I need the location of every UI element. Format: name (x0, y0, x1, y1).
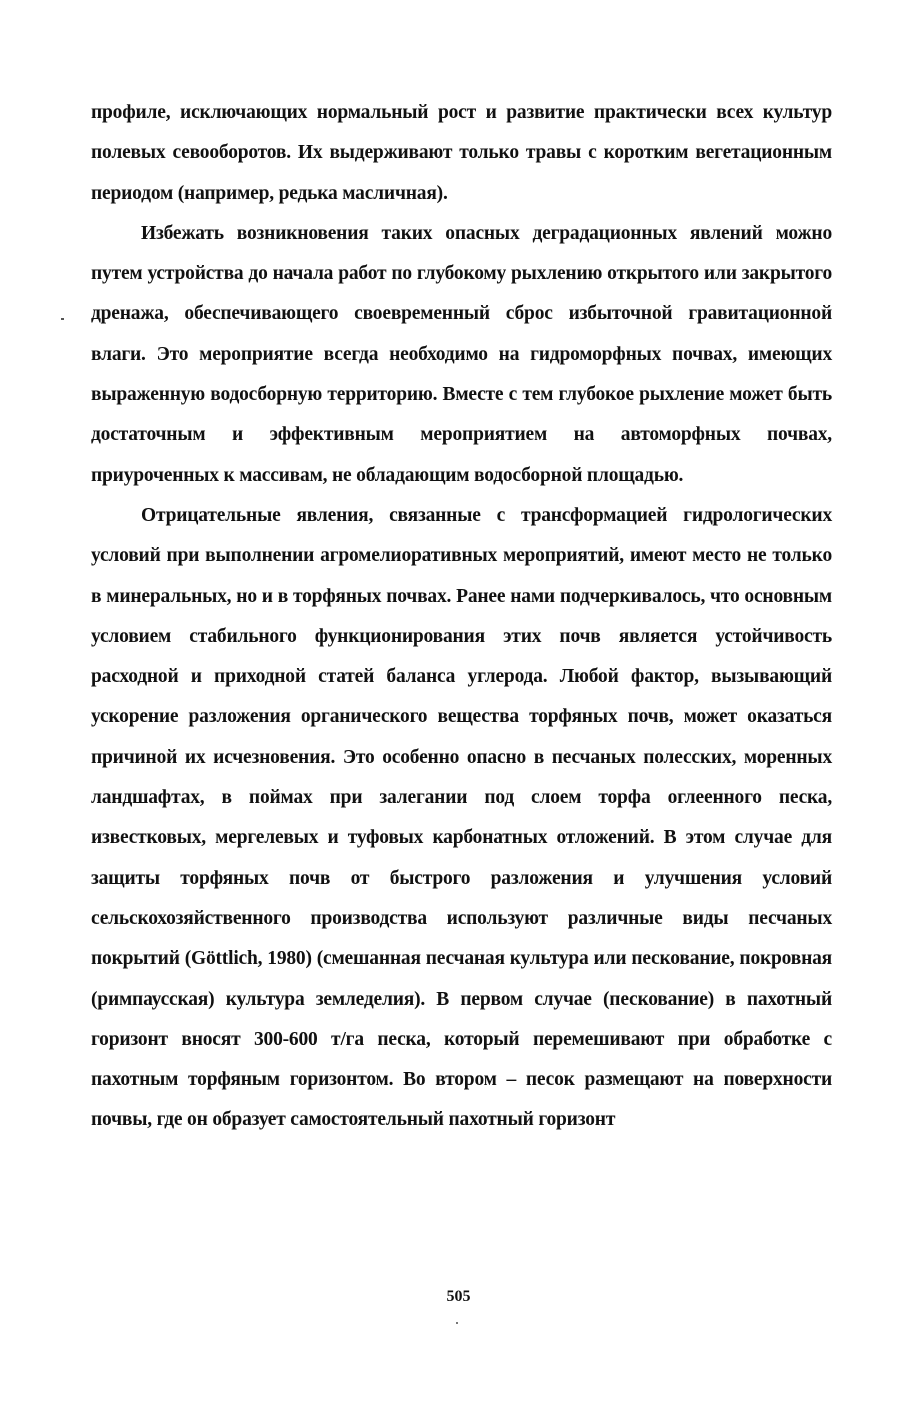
body-text (91, 93, 832, 1141)
paragraph-drainage: Избежать возникновения таких опасных деградационных явлений можно путем устройства до начала работ по глубокому рыхлению открытого или закрытого дренажа, обеспечивающего своевременный сброс избыточной гравитационной влаги. Это мероприятие всегда необходимо на гидроморфных почвах, имеющих выраженную водосборную территорию. Вместе с тем глубокое рыхление может быть достаточным и эффективным мероприятием на автоморфных почвах, приуроченных к массивам, не обладающим водосборной площадью. (91, 222, 832, 486)
paragraph-continuation: профиле, исключающих нормальный рост и развитие практически всех культур полевых севооборотов. Их выдерживают только травы с коротким вегетационным периодом (например, редька масличная). (91, 102, 832, 204)
margin-mark (61, 318, 64, 320)
paragraph-peat-soils: Отрицательные явления, связанные с трансформацией гидрологических условий при выполнении агромелиоративных мероприятий, имеют место не только в минеральных, но и в торфяных почвах. Ранее нами подчеркивалось, что основным условием стабильного функционирования этих почв является устойчивость расходной и приходной статей баланса углерода. Любой фактор, вызывающий ускорение разложения органического вещества торфяных почв, может оказаться причиной их исчезновения. Это особенно опасно в песчаных полесских, моренных ландшафтах, в поймах при залегании под слоем торфа оглеенного песка, известковых, мергелевых и туфовых карбонатных отложений. В этом случае для защиты торфяных почв от быстрого разложения и улучшения условий сельскохозяйственного производства используют различные виды песчаных покрытий (Göttlich, 1980) (смешанная песчаная культура или пескование, покровная (римпаусская) культура земледелия). В первом случае (пескование) в пахотный горизонт вносят 300-600 т/га песка, который перемешивают при обработке с пахотным торфяным горизонтом. Во втором – песок размещают на поверхности почвы, где он образует самостоятельный пахотный горизонт (91, 504, 832, 1131)
page-number: 505 (446, 1288, 471, 1305)
scan-speck (456, 1322, 458, 1324)
